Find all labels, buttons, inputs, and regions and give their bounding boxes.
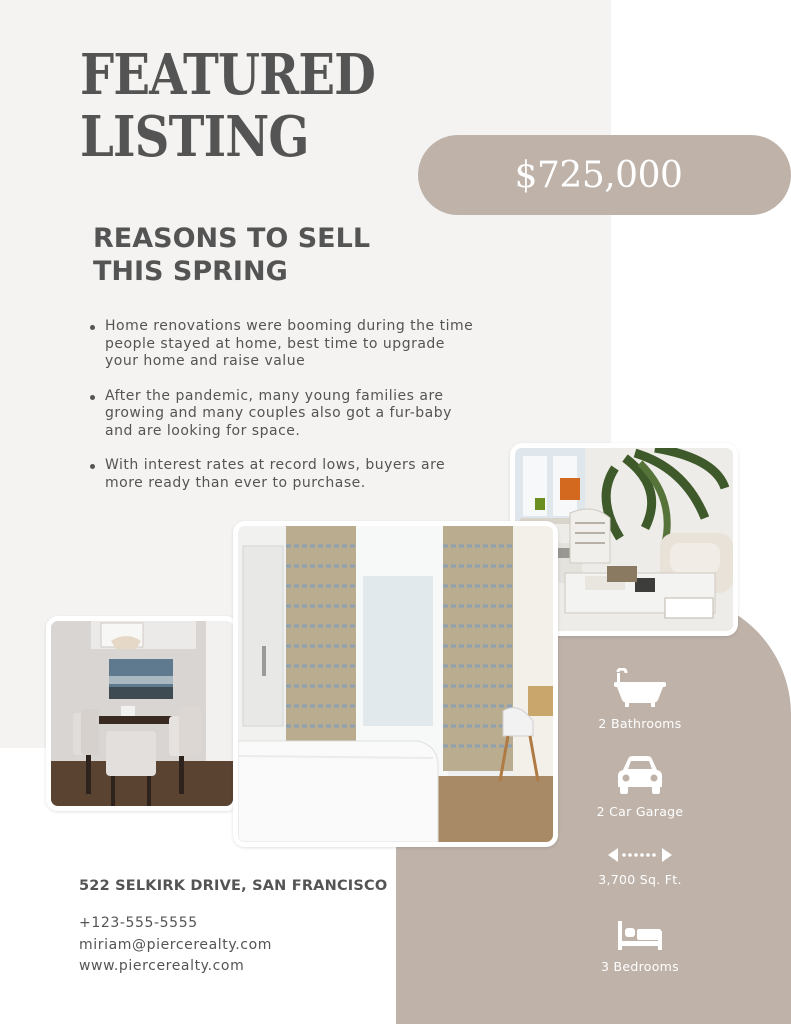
reason-item: With interest rates at record lows, buyers are more ready than ever to purchase. (88, 457, 478, 492)
section-heading (93, 222, 413, 288)
bathtub-icon (612, 668, 668, 708)
bed-icon (617, 919, 663, 951)
reason-item: After the pandemic, many young families are growing and many couples also got a fur-baby and are looking for space. (88, 388, 478, 441)
feature-label: 3,700 Sq. Ft. (598, 872, 682, 887)
feature-label: 2 Car Garage (596, 804, 684, 819)
reasons-list (88, 318, 478, 509)
price-text: $725,000 (514, 154, 683, 196)
subtitle-line-2: THIS SPRING (93, 256, 288, 287)
feature-garage (580, 754, 700, 819)
reason-item: Home renovations were booming during the time people stayed at home, best time to upgrade your home and raise value (88, 318, 478, 371)
double-arrow-icon (606, 846, 674, 864)
feature-label: 2 Bathrooms (598, 716, 682, 731)
bedroom-photo (233, 521, 558, 847)
website-link: www.piercerealty.com (79, 958, 245, 974)
property-address: 522 SELKIRK DRIVE, SAN FRANCISCO (79, 878, 388, 894)
contact-info (79, 913, 272, 978)
phone-number: +123-555-5555 (79, 915, 198, 931)
subtitle-line-1: REASONS TO SELL (93, 223, 371, 254)
feature-label: 3 Bedrooms (601, 959, 679, 974)
page-title (80, 44, 375, 168)
email-address: miriam@piercerealty.com (79, 936, 272, 953)
dining-room-photo (46, 616, 238, 811)
car-icon (615, 754, 665, 796)
price-badge (418, 135, 791, 215)
feature-bedrooms (580, 919, 700, 974)
title-line-2: LISTING (80, 104, 309, 170)
title-line-1: FEATURED (80, 42, 376, 108)
feature-bathrooms (580, 668, 700, 731)
feature-square-footage (580, 846, 700, 887)
